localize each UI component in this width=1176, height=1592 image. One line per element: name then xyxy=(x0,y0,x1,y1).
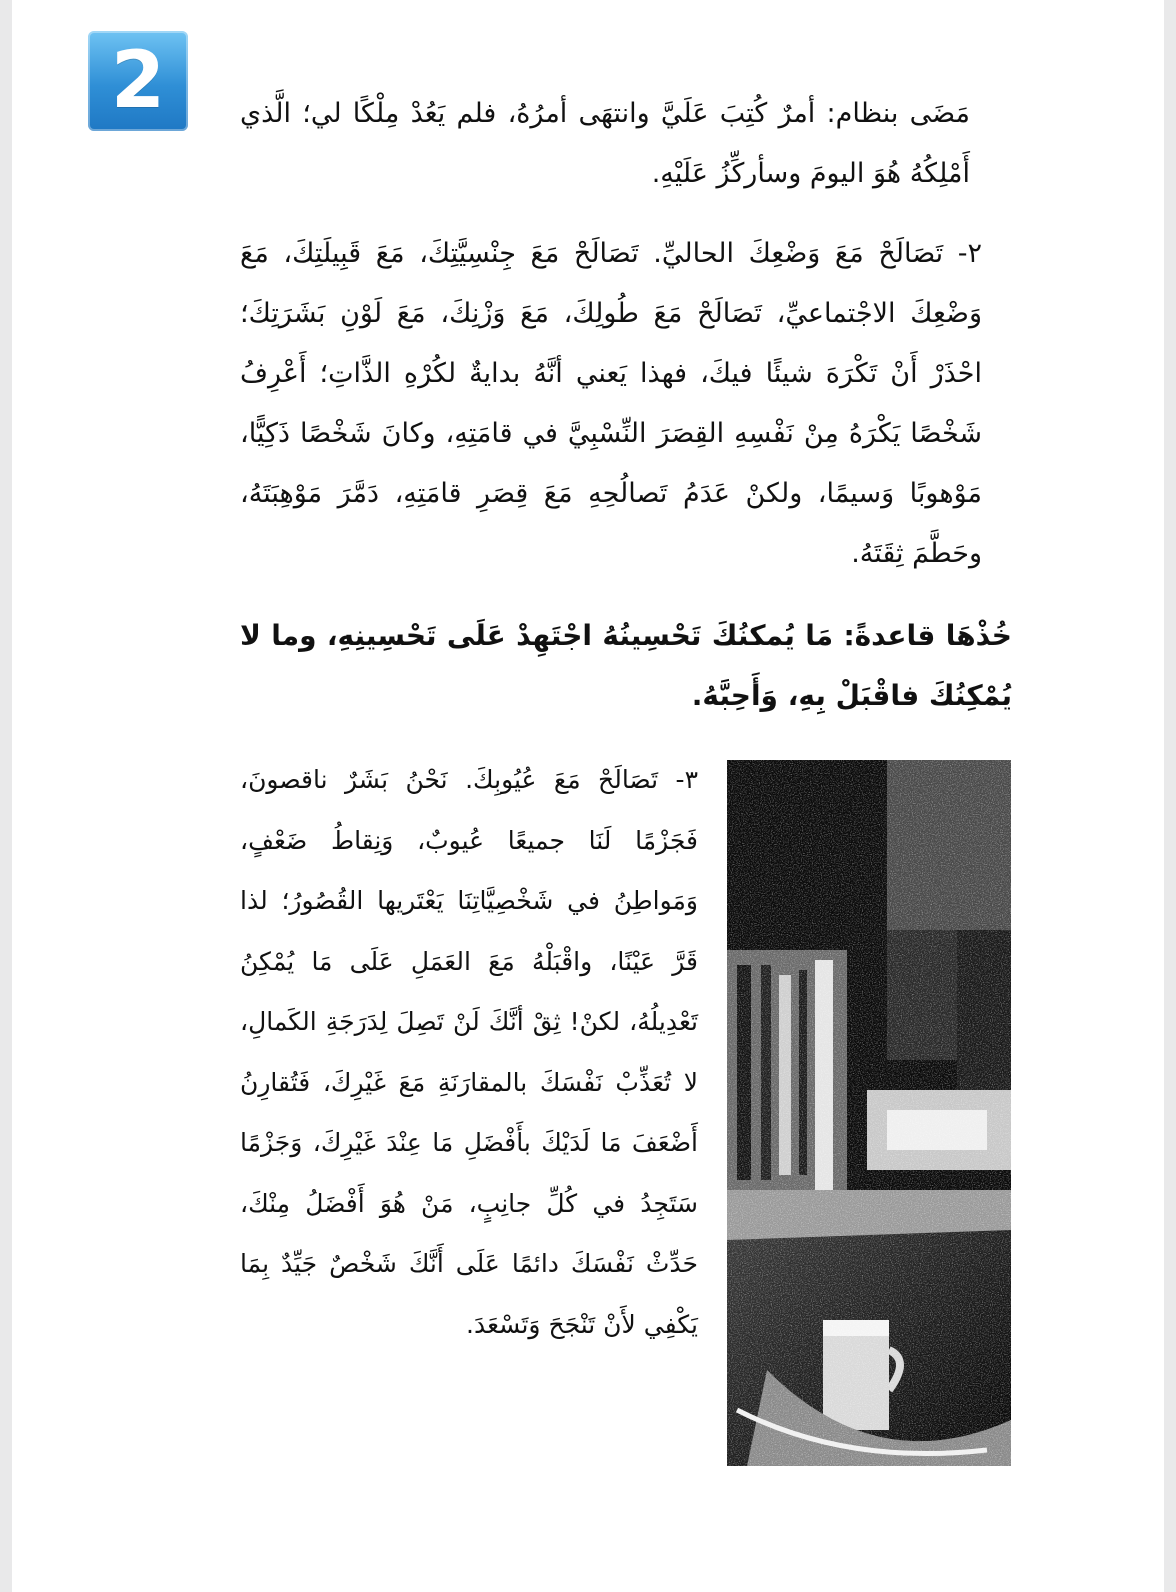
page-number: 2 xyxy=(110,36,166,126)
rule-paragraph: خُذْهَا قاعدةً: مَا يُمكنُكَ تَحْسِينُهُ اجْتَهِدْ عَلَى تَحْسِينِهِ، وما لا يُمْكِنُكَ فاقْبَلْ بِهِ، وَأَحِبَّهُ. xyxy=(240,619,1012,712)
document-page xyxy=(12,0,1164,1592)
intro-continuation-paragraph: مَضَى بنظام: أمرٌ كُتِبَ عَلَيَّ وانتهَى أمرُهُ، فلم يَعُدْ مِلْكًا لي؛ الَّذي أَمْلِكُهُ هُوَ اليومَ وسأركِّزُ عَلَيْهِ. xyxy=(240,98,970,189)
page-number-badge xyxy=(88,31,188,131)
point-2-paragraph: ٢- تَصَالَحْ مَعَ وَضْعِكَ الحاليِّ. تَصَالَحْ مَعَ جِنْسِيَّتِكَ، مَعَ قَبِيلَتِكَ، مَعَ وَضْعِكَ الاجْتماعيِّ، تَصَالَحْ مَعَ طُولِكَ، مَعَ وَزْنِكَ، مَعَ لَوْنِ بَشَرَتِكَ؛ احْذَرْ أَنْ تَكْرَهَ شيئًا فيكَ، فهذا يَعني أنَّهُ بدايةٌ لكُرْهِ الذَّاتِ؛ أَعْرِفُ شَخْصًا يَكْرَهُ مِنْ نَفْسِهِ القِصَرَ النِّسْبِيَّ في قامَتِهِ، وكانَ شَخْصًا ذَكِيًّا، مَوْهوبًا وَسيمًا، ولكنْ عَدَمُ تَصالُحِهِ مَعَ قِصَرِ قامَتِهِ، دَمَّرَ مَوْهِبَتَهُ، وحَطَّمَ ثِقَتَهُ. xyxy=(240,238,982,569)
desk-photo xyxy=(727,760,1011,1466)
point-3-paragraph: ٣- تَصَالَحْ مَعَ عُيُوبِكَ. نَحْنُ بَشَرٌ ناقصونَ، فَجَزْمًا لَنَا جميعًا عُيوبٌ، وَنِقاطُ ضَعْفٍ، وَمَواطِنُ في شَخْصِيَّاتِنَا يَعْتَريها القُصُورُ؛ لذا قَرَّ عَيْنًا، واقْبَلْهُ مَعَ العَمَلِ عَلَى مَا يُمْكِنُ تَعْدِيلُهُ، لكنْ! ثِقْ أنَّكَ لَنْ تَصِلَ لِدَرَجَةِ الكَمالِ، لا تُعَذِّبْ نَفْسَكَ بالمقارَنَةِ مَعَ غَيْرِكَ، فَتُقارِنُ أَضْعَفَ مَا لَدَيْكَ بأَفْضَلِ مَا عِنْدَ غَيْرِكَ، وَجَزْمًا سَتَجِدُ في كُلِّ جانِبٍ، مَنْ هُوَ أَفْضَلُ مِنْكَ، حَدِّثْ نَفْسَكَ دائمًا عَلَى أَنَّكَ شَخْصٌ جَيِّدٌ بِمَا يَكْفِي لأَنْ تَنْجَحَ وَتَسْعَدَ. xyxy=(240,765,698,1339)
